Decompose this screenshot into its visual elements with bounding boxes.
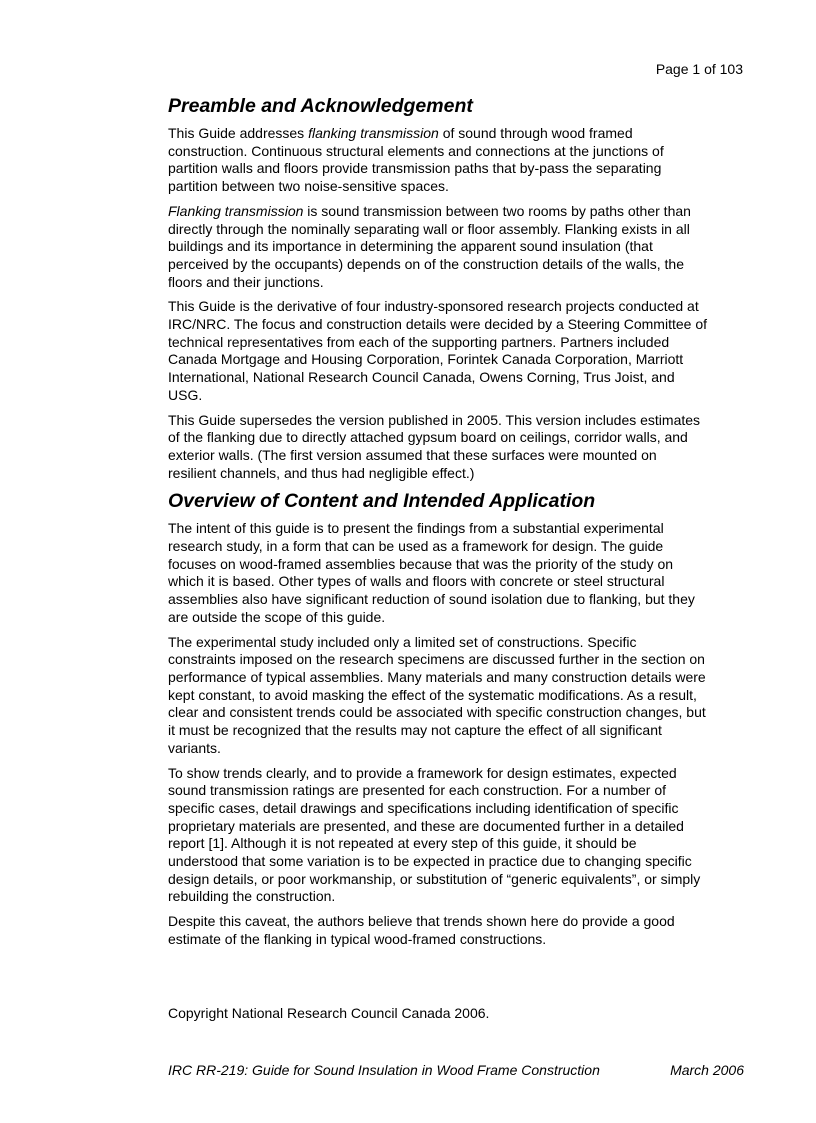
section-title-preamble: Preamble and Acknowledgement xyxy=(168,95,473,117)
emphasis-term: Flanking transmission xyxy=(168,202,304,219)
footer-date: March 2006 xyxy=(670,1062,744,1078)
paragraph xyxy=(168,203,708,292)
paragraph: This Guide supersedes the version published in 2005. This version includes estimates of the flanking due to directly attached gypsum board on ceilings, corridor walls, and exterior walls. (The first version assumed that these surfaces were mounted on resilient channels, and thus had negligible effect.) xyxy=(168,411,701,481)
paragraph: Despite this caveat, the authors believe that trends shown here do provide a good estimate of the flanking in typical wood-framed constructions. xyxy=(168,913,675,947)
paragraph xyxy=(168,125,708,196)
copyright-notice: Copyright National Research Council Canada 2006. xyxy=(168,1005,490,1021)
section-title-overview: Overview of Content and Intended Application xyxy=(168,490,596,513)
footer-document-title: IRC RR-219: Guide for Sound Insulation in Wood Frame Construction xyxy=(168,1062,600,1078)
page-number: Page 1 of 103 xyxy=(655,61,743,77)
paragraph-text: of sound through wood framed construction. Continuous structural elements and connections at the junctions of partition walls and floors provide transmission paths that by-pass the separating partition between two noise-sensitive spaces. xyxy=(168,125,664,195)
paragraph: The experimental study included only a limited set of constructions. Specific constraints imposed on the research specimens are discussed further in the section on performance of typical assemblies. Many materials and many construction details were kept constant, to avoid masking the effect of the systematic modifications. As a result, clear and consistent trends could be associated with specific construction changes, but it must be recognized that the results may not capture the effect of all significant variants. xyxy=(168,633,706,756)
paragraph: The intent of this guide is to present the findings from a substantial experimental research study, in a form that can be used as a framework for design. The guide focuses on wood-framed assemblies because that was the priority of the study on which it is based. Other types of walls and floors with concrete or steel structural assemblies also have significant reduction of sound isolation due to flanking, but they are outside the scope of this guide. xyxy=(168,520,695,625)
paragraph: This Guide is the derivative of four industry-sponsored research projects conducted at IRC/NRC. The focus and construction details were decided by a Steering Committee of technical representatives from each of the supporting partners. Partners included Canada Mortgage and Housing Corporation, Forintek Canada Corporation, Marriott International, National Research Council Canada, Owens Corning, Trus Joist, and USG. xyxy=(168,298,707,403)
paragraph-text: This Guide addresses xyxy=(168,125,309,141)
document-body xyxy=(168,94,708,949)
paragraph-text: is sound transmission between two rooms by paths other than directly through the nominally separating wall or floor assembly. Flanking exists in all buildings and its importance in determining the apparent sound insulation (that perceived by the occupants) depends on of the construction details of the walls, the floors and their junctions. xyxy=(168,202,691,290)
emphasis-term: flanking transmission xyxy=(308,125,439,141)
paragraph: To show trends clearly, and to provide a framework for design estimates, expected sound transmission ratings are presented for each construction. For a number of specific cases, detail drawings and specifications including identification of specific proprietary materials are presented, and these are documented further in a detailed report [1]. Although it is not repeated at every step of this guide, it should be understood that some variation is to be expected in practice due to changing specific design details, or poor workmanship, or substitution of “generic equivalents”, or simply rebuilding the construction. xyxy=(168,764,701,905)
